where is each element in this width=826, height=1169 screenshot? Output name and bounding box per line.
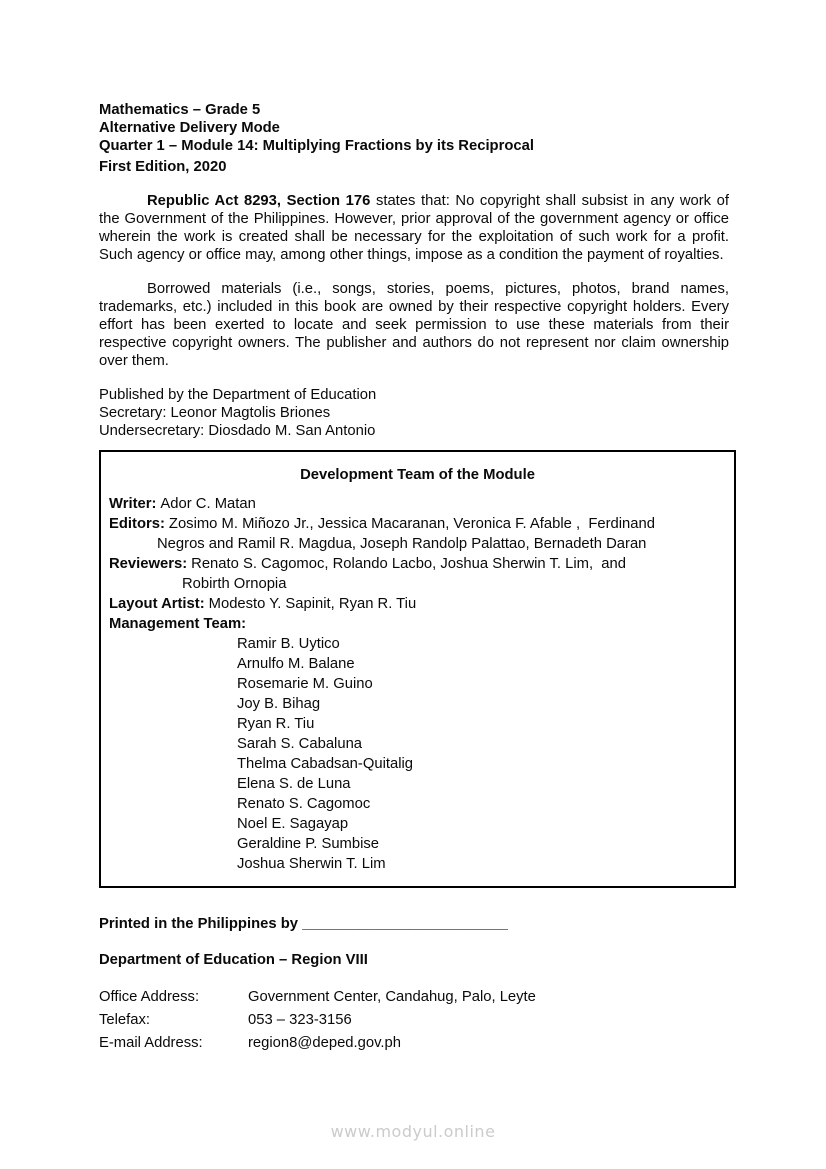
telefax-label: Telefax: xyxy=(99,1012,150,1028)
secretary-line: Secretary: Leonor Magtolis Briones xyxy=(99,405,331,421)
printed-blank-line: _________________________ xyxy=(302,916,508,932)
management-member: Arnulfo M. Balane xyxy=(237,656,355,672)
layout-artist-label: Layout Artist: xyxy=(109,596,205,612)
management-member: Noel E. Sagayap xyxy=(237,816,349,832)
management-member: Renato S. Cagomoc xyxy=(237,796,371,812)
copyright-act-lead: Republic Act 8293, Section 176 xyxy=(147,193,371,209)
management-member: Ramir B. Uytico xyxy=(237,636,340,652)
telefax-row xyxy=(99,1009,729,1032)
development-team-box xyxy=(99,450,736,888)
development-team-title: Development Team of the Module xyxy=(300,467,535,483)
undersecretary-line: Undersecretary: Diosdado M. San Antonio xyxy=(99,423,376,439)
layout-artist-line xyxy=(109,594,726,614)
module-header xyxy=(99,101,729,176)
layout-artist-names: Modesto Y. Sapinit, Ryan R. Tiu xyxy=(208,596,417,612)
reviewers-line-1 xyxy=(109,554,726,574)
document-page xyxy=(99,101,729,1055)
contact-info-block xyxy=(99,986,729,1055)
office-address-row xyxy=(99,986,729,1009)
module-title-line: Quarter 1 – Module 14: Multiplying Fractions by its Reciprocal xyxy=(99,138,534,154)
printed-label: Printed in the Philippines by xyxy=(99,916,303,932)
management-member: Rosemarie M. Guino xyxy=(237,676,373,692)
reviewers-names-1: Renato S. Cagomoc, Rolando Lacbo, Joshua Sherwin T. Lim, and xyxy=(191,556,626,572)
management-member: Geraldine P. Sumbise xyxy=(237,836,380,852)
email-address-row xyxy=(99,1032,729,1055)
editors-names-1: Zosimo M. Miñozo Jr., Jessica Macaranan, Veronica F. Afable , Ferdinand xyxy=(168,516,655,532)
management-member: Sarah S. Cabaluna xyxy=(237,736,363,752)
management-member: Thelma Cabadsan-Quitalig xyxy=(237,756,414,772)
published-by-line: Published by the Department of Education xyxy=(99,387,377,403)
management-team-label: Management Team: xyxy=(109,616,247,632)
writer-line xyxy=(109,494,726,514)
reviewers-line-2: Robirth Ornopia xyxy=(182,576,287,592)
writer-name: Ador C. Matan xyxy=(160,496,256,512)
email-address-value: region8@deped.gov.ph xyxy=(248,1035,401,1051)
editors-label: Editors: xyxy=(109,516,165,532)
telefax-value: 053 – 323-3156 xyxy=(248,1012,352,1028)
management-member: Ryan R. Tiu xyxy=(237,716,315,732)
site-watermark: www.modyul.online xyxy=(330,1122,496,1141)
editors-line-1 xyxy=(109,514,726,534)
department-region-line: Department of Education – Region VIII xyxy=(99,952,368,968)
copyright-act-rest: states that: No copyright shall subsist in any work of the Government of the Philippines. However, prior approval of the government agency or office wherein the work is created shall be necessary for the exploitation of such work for a profit. Such agency or office may, among other things, impose as a condition the payment of royalties. xyxy=(99,193,729,263)
office-address-label: Office Address: xyxy=(99,989,200,1005)
email-address-label: E-mail Address: xyxy=(99,1035,203,1051)
reviewers-label: Reviewers: xyxy=(109,556,188,572)
writer-label: Writer: xyxy=(109,496,157,512)
office-address-value: Government Center, Candahug, Palo, Leyte xyxy=(248,989,536,1005)
management-member: Joshua Sherwin T. Lim xyxy=(237,856,386,872)
module-mode-line: Alternative Delivery Mode xyxy=(99,120,280,136)
module-subject-line: Mathematics – Grade 5 xyxy=(99,102,261,118)
borrowed-materials-paragraph: Borrowed materials (i.e., songs, stories, poems, pictures, photos, brand names, trademarks, etc.) included in this book are owned by their respective copyright holders. Every effort has been exerted to locate and seek permission to use these materials from their respective copyright owners. The publisher and authors do not represent nor claim ownership over them. xyxy=(99,281,729,369)
management-team-line xyxy=(109,614,726,634)
printed-in-philippines-line xyxy=(99,914,729,934)
publisher-block xyxy=(99,386,729,440)
copyright-paragraph xyxy=(99,192,729,264)
management-member: Joy B. Bihag xyxy=(237,696,321,712)
module-edition-line: First Edition, 2020 xyxy=(99,159,227,175)
editors-line-2: Negros and Ramil R. Magdua, Joseph Randolp Palattao, Bernadeth Daran xyxy=(157,536,647,552)
management-member: Elena S. de Luna xyxy=(237,776,351,792)
